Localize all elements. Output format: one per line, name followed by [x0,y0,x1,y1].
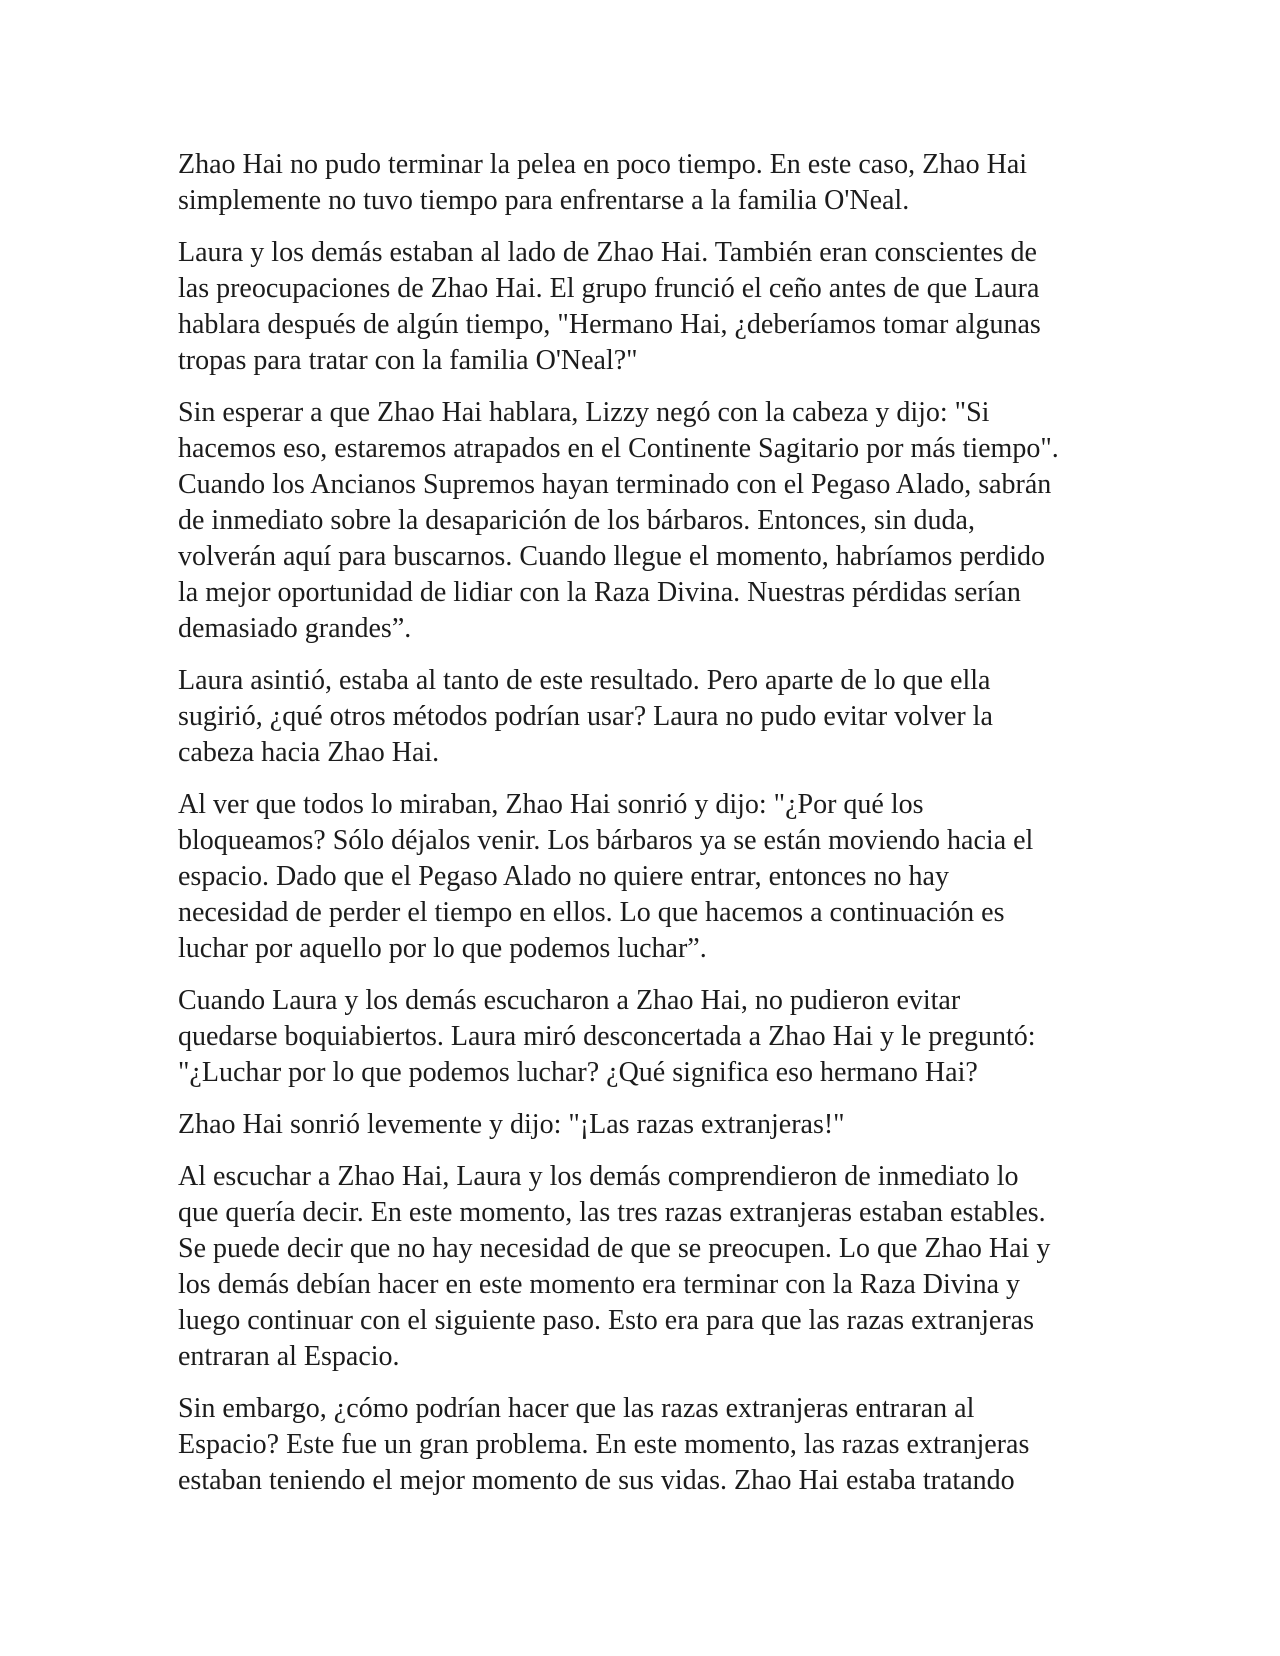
text-line: Cuando los Ancianos Supremos hayan terminado con el Pegaso Alado, sabrán [178,469,1052,500]
text-line: luego continuar con el siguiente paso. Esto era para que las razas extranjeras [178,1305,1034,1336]
text-line: Se puede decir que no hay necesidad de que se preocupen. Lo que Zhao Hai y [178,1233,1051,1264]
paragraph [178,1159,1108,1375]
text-line: espacio. Dado que el Pegaso Alado no quiere entrar, entonces no hay [178,861,949,892]
paragraph [178,395,1108,647]
text-line: Al ver que todos lo miraban, Zhao Hai sonrió y dijo: "¿Por qué los [178,789,924,820]
text-line: Zhao Hai no pudo terminar la pelea en poco tiempo. En este caso, Zhao Hai [178,149,1028,180]
text-line: "¿Luchar por lo que podemos luchar? ¿Qué significa eso hermano Hai? [178,1057,978,1088]
text-line: demasiado grandes”. [178,613,412,644]
text-line: necesidad de perder el tiempo en ellos. Lo que hacemos a continuación es [178,897,1005,928]
text-line: Al escuchar a Zhao Hai, Laura y los demás comprendieron de inmediato lo [178,1161,1019,1192]
paragraph [178,663,1108,771]
paragraph [178,235,1108,379]
paragraph [178,787,1108,967]
text-line: estaban teniendo el mejor momento de sus vidas. Zhao Hai estaba tratando [178,1465,1015,1496]
paragraph [178,983,1108,1091]
text-line: Laura asintió, estaba al tanto de este resultado. Pero aparte de lo que ella [178,665,991,696]
text-line: Sin embargo, ¿cómo podrían hacer que las razas extranjeras entraran al [178,1393,975,1424]
text-line: volverán aquí para buscarnos. Cuando llegue el momento, habríamos perdido [178,541,1045,572]
text-line: los demás debían hacer en este momento era terminar con la Raza Divina y [178,1269,1020,1300]
text-line: luchar por aquello por lo que podemos luchar”. [178,933,707,964]
text-line: bloqueamos? Sólo déjalos venir. Los bárbaros ya se están moviendo hacia el [178,825,1034,856]
text-line: de inmediato sobre la desaparición de los bárbaros. Entonces, sin duda, [178,505,975,536]
text-line: Laura y los demás estaban al lado de Zhao Hai. También eran conscientes de [178,237,1037,268]
text-line: hablara después de algún tiempo, "Hermano Hai, ¿deberíamos tomar algunas [178,309,1041,340]
text-line: simplemente no tuvo tiempo para enfrentarse a la familia O'Neal. [178,185,910,216]
text-line: sugirió, ¿qué otros métodos podrían usar? Laura no pudo evitar volver la [178,701,993,732]
text-line: la mejor oportunidad de lidiar con la Raza Divina. Nuestras pérdidas serían [178,577,1021,608]
paragraph [178,1391,1108,1499]
paragraph [178,1107,1108,1143]
text-line: Sin esperar a que Zhao Hai hablara, Lizzy negó con la cabeza y dijo: "Si [178,397,990,428]
text-line: hacemos eso, estaremos atrapados en el Continente Sagitario por más tiempo". [178,433,1059,464]
text-line: Espacio? Este fue un gran problema. En este momento, las razas extranjeras [178,1429,1030,1460]
text-line: cabeza hacia Zhao Hai. [178,737,440,768]
document-body [178,147,1108,1515]
text-line: las preocupaciones de Zhao Hai. El grupo frunció el ceño antes de que Laura [178,273,1040,304]
text-line: entraran al Espacio. [178,1341,400,1372]
paragraph [178,147,1108,219]
text-line: quedarse boquiabiertos. Laura miró desconcertada a Zhao Hai y le preguntó: [178,1021,1036,1052]
text-line: Zhao Hai sonrió levemente y dijo: "¡Las razas extranjeras!" [178,1109,845,1140]
text-line: tropas para tratar con la familia O'Neal?" [178,345,638,376]
text-line: que quería decir. En este momento, las tres razas extranjeras estaban estables. [178,1197,1046,1228]
text-line: Cuando Laura y los demás escucharon a Zhao Hai, no pudieron evitar [178,985,961,1016]
